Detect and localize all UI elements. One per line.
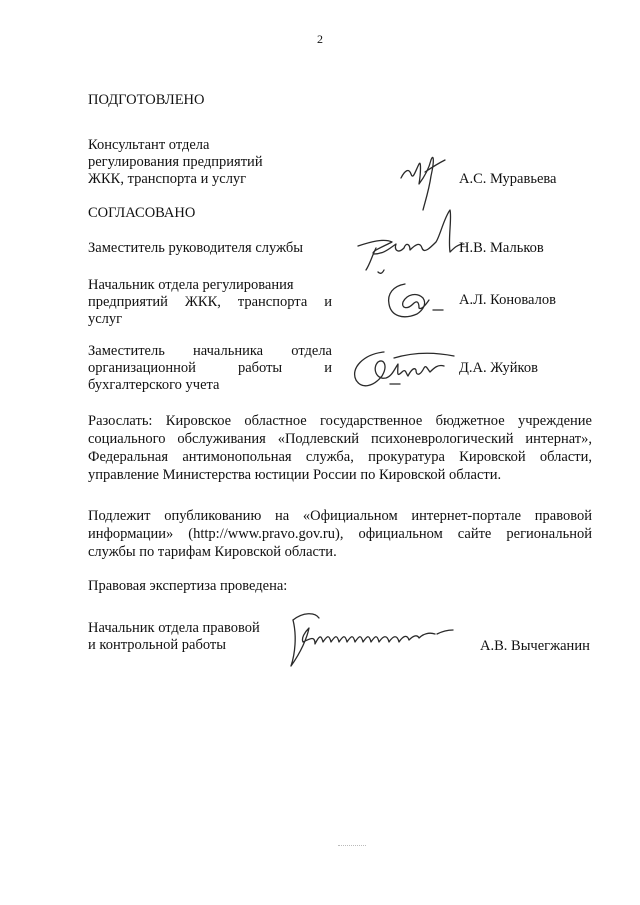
prepared-heading: ПОДГОТОВЛЕНО	[88, 92, 205, 108]
position-line: ЖКК, транспорта и услуг	[88, 171, 247, 187]
position-line: услуг	[88, 311, 123, 327]
position-line: регулирования предприятий	[88, 154, 263, 170]
approved-heading: СОГЛАСОВАНО	[88, 205, 196, 221]
page-number: 2	[317, 32, 323, 46]
legal-review-name: А.В. Вычегжанин	[480, 638, 590, 654]
legal-review-text: Правовая экспертиза проведена:	[88, 578, 288, 594]
position-line: Заместитель начальника отдела	[88, 343, 332, 359]
signer-name: А.Л. Коновалов	[459, 292, 556, 308]
position-line: организационной работы и	[88, 360, 332, 376]
signature-zhuykov	[344, 342, 459, 394]
signature-vychegzhanin	[283, 608, 458, 668]
signer-name: Н.В. Мальков	[459, 240, 544, 256]
position-line: Начальник отдела правовой	[88, 620, 260, 636]
signer-position	[88, 343, 332, 394]
position-line: предприятий ЖКК, транспорта и	[88, 294, 332, 310]
signature-muravyeva	[395, 150, 455, 212]
distribution-text: Разослать: Кировское областное государственное бюджетное учреждение социального обслуживания «Подлевский психоневрологический интернат», Федеральная антимонопольная служба, прокуратура Кировской области, управление Министерства юстиции России по Кировской области.	[88, 413, 592, 483]
scan-marks	[338, 845, 366, 848]
signature-konovalov	[383, 270, 453, 326]
publication-text: Подлежит опубликованию на «Официальном интернет-портале правовой информации» (http://www.pravo.gov.ru), официальном сайте региональной службы по тарифам Кировской области.	[88, 508, 592, 560]
signer-position: Заместитель руководителя службы	[88, 240, 304, 256]
signer-position	[88, 277, 332, 328]
prepared-name: А.С. Муравьева	[459, 171, 557, 187]
position-line: и контрольной работы	[88, 637, 226, 653]
position-line: Начальник отдела регулирования	[88, 277, 294, 293]
legal-review-position	[88, 620, 260, 654]
position-line: бухгалтерского учета	[88, 377, 220, 393]
position-line: Консультант отдела	[88, 137, 210, 153]
prepared-position	[88, 137, 263, 188]
signer-name: Д.А. Жуйков	[459, 360, 538, 376]
